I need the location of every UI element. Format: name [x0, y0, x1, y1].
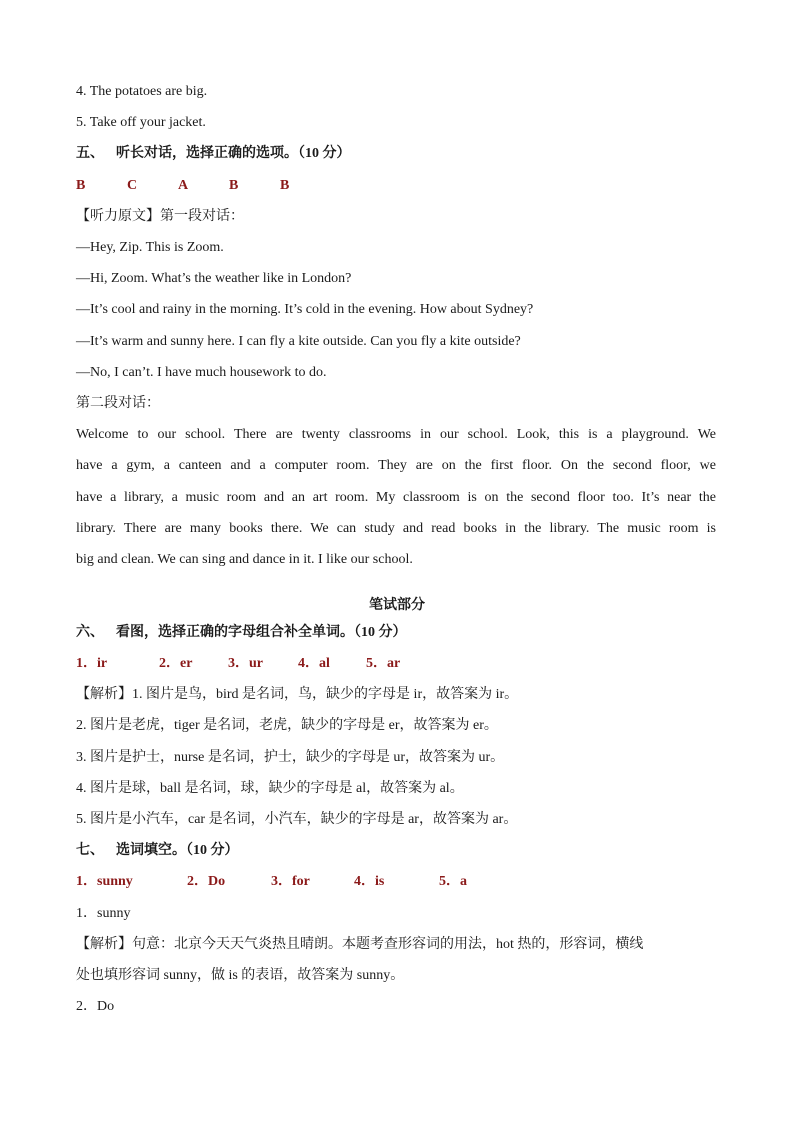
dialogue-1-line: —It’s warm and sunny here. I can fly a kite outside. Can you fly a kite outside?	[76, 334, 521, 349]
answer-2: 2．er	[159, 656, 193, 671]
section-5-answers	[76, 176, 289, 196]
section-6-analysis: 5. 图片是小汽车，car 是名词，小汽车，缺少的字母是 ar，故答案为 ar。	[76, 812, 518, 827]
answer-3: 3．ur	[228, 656, 263, 671]
answer-3: A	[178, 178, 189, 193]
section-6-answers	[76, 654, 400, 674]
section-6-title: 看图，选择正确的字母组合补全单词。（10 分）	[116, 625, 407, 640]
section-5-title: 听长对话，选择正确的选项。（10 分）	[116, 146, 351, 161]
answer-2: 2．Do	[187, 874, 226, 889]
dialogue-1-line: —Hi, Zoom. What’s the weather like in London?	[76, 271, 352, 286]
section-5-number: 五、	[76, 146, 104, 161]
item-4: 4. The potatoes are big.	[76, 84, 208, 99]
answer-4: 4．is	[354, 874, 385, 889]
answer-2: C	[127, 178, 138, 193]
dialogue-2-line: have a gym, a canteen and a computer room. They are on the first floor. On the second floor, we	[76, 458, 716, 473]
transcript-label: 【听力原文】第一段对话：	[76, 209, 244, 224]
dialogue-1-line: —Hey, Zip. This is Zoom.	[76, 240, 224, 255]
answer-5: 5．ar	[366, 656, 401, 671]
question-2-label: 2．Do	[76, 999, 115, 1014]
answer-1: 1．sunny	[76, 874, 133, 889]
section-5-heading	[76, 144, 351, 164]
section-6-number: 六、	[76, 625, 104, 640]
answer-1: B	[76, 178, 86, 193]
section-7-heading	[76, 841, 239, 861]
section-6-analysis: 3. 图片是护士，nurse 是名词，护士，缺少的字母是 ur，故答案为 ur。	[76, 750, 505, 765]
question-1-label: 1．sunny	[76, 906, 131, 921]
written-part-title: 笔试部分	[369, 598, 425, 613]
question-1-analysis-cont: 处也填形容词 sunny，做 is 的表语，故答案为 sunny。	[76, 968, 405, 983]
section-6-analysis: 【解析】1. 图片是鸟，bird 是名词，鸟，缺少的字母是 ir，故答案为 ir。	[76, 687, 519, 702]
section-6-heading	[76, 623, 407, 643]
section-7-answers	[76, 872, 467, 892]
item-5: 5. Take off your jacket.	[76, 115, 206, 130]
answer-3: 3．for	[271, 874, 310, 889]
dialogue-2-line: big and clean. We can sing and dance in it. I like our school.	[76, 552, 413, 567]
dialogue-2-line: have a library, a music room and an art room. My classroom is on the second floor too. It’s near the	[76, 490, 716, 505]
section-6-analysis: 2. 图片是老虎，tiger 是名词，老虎，缺少的字母是 er，故答案为 er。	[76, 718, 498, 733]
dialogue-2-label: 第二段对话：	[76, 396, 160, 411]
dialogue-2-line: Welcome to our school. There are twenty classrooms in our school. Look, this is a playground. We	[76, 427, 716, 442]
answer-5: 5．a	[439, 874, 467, 889]
section-7-title: 选词填空。（10 分）	[116, 843, 239, 858]
answer-5: B	[280, 178, 290, 193]
answer-1: 1．ir	[76, 656, 108, 671]
answer-4: B	[229, 178, 239, 193]
question-1-analysis: 【解析】句意：北京今天天气炎热且晴朗。本题考查形容词的用法，hot 热的，形容词，横线	[76, 937, 644, 952]
section-6-analysis: 4. 图片是球，ball 是名词，球，缺少的字母是 al，故答案为 al。	[76, 781, 464, 796]
dialogue-1-line: —It’s cool and rainy in the morning. It’s cold in the evening. How about Sydney?	[76, 302, 534, 317]
section-7-number: 七、	[76, 843, 104, 858]
dialogue-1-line: —No, I can’t. I have much housework to do.	[76, 365, 327, 380]
dialogue-2-line: library. There are many books there. We can study and read books in the library. The music room is	[76, 521, 716, 536]
answer-4: 4．al	[298, 656, 330, 671]
